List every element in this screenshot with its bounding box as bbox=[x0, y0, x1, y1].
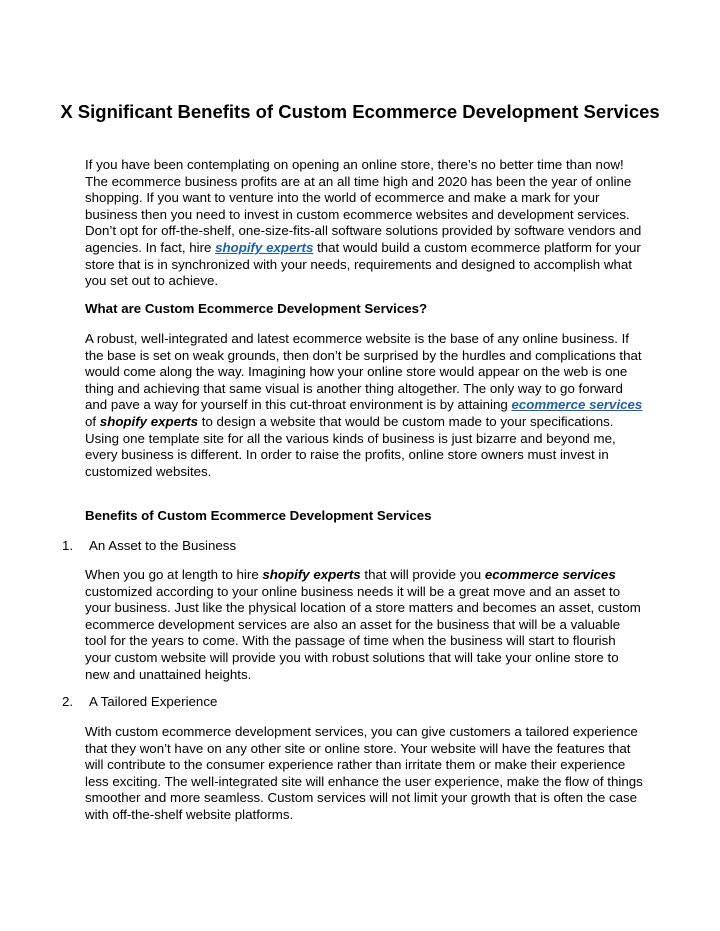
section-heading-what-are: What are Custom Ecommerce Development Services? bbox=[85, 301, 428, 316]
list-number-2: 2. bbox=[62, 694, 74, 709]
body-paragraph-4: With custom ecommerce development services, you can give customers a tailored experience that they won’t have on any other site or online store. Your website will have the features that will contribute to the consumer experience rather than irritate them or make their experience less exciting. The well-integrated site will enhance the user experience, make the flow of things smoother and more seamless. Custom services will not limit your growth that is often the case with off-the-shelf website platforms. bbox=[85, 724, 643, 822]
para2-text-1: A robust, well-integrated and latest ecommerce website is the base of any online business. If the base is set on weak grounds, then don’t be surprised by the hurdles and complications that would come along the way. Imagining how your online store would appear on the web is one thing and achieving that same visual is another thing altogether. The only way to go forward and pave a way for yourself in this cut-throat environment is by attaining bbox=[85, 331, 642, 413]
list-title-1: An Asset to the Business bbox=[89, 538, 237, 553]
document-title: X Significant Benefits of Custom Ecommerce Development Services bbox=[60, 101, 660, 122]
list-number-1: 1. bbox=[62, 538, 74, 553]
section-heading-benefits: Benefits of Custom Ecommerce Development Services bbox=[85, 508, 432, 523]
shopify-experts-link[interactable]: shopify experts bbox=[215, 239, 314, 255]
para3-text-3: customized according to your online business needs it will be a great move and an asset to your business. Just like the physical location of a store matters and becomes an asset, custom ecommerce development services are also an asset for the business that will be a valuable tool for the years to come. With the passage of time when the business will start to flourish your custom website will provide you with robust solutions that will take your online store to new and unattained heights. bbox=[85, 583, 641, 682]
para2-text-3: to design a website that would be custom made to your specifications. Using one template site for all the various kinds of business is just bizarre and beyond me, every business is different. In order to raise the profits, online store owners must invest in customized websites. bbox=[85, 413, 616, 479]
list-item-1 bbox=[62, 538, 236, 555]
list-item-2 bbox=[62, 694, 217, 711]
para3-text-2: that will provide you bbox=[360, 567, 485, 582]
list-title-2: A Tailored Experience bbox=[89, 694, 218, 709]
ecommerce-services-link[interactable]: ecommerce services bbox=[511, 397, 643, 413]
para3-emphasis-2: ecommerce services bbox=[484, 567, 616, 582]
intro-text-2: that would build a custom ecommerce platform for your store that is in synchronized with your needs, requirements and designed to accomplish what you set out to achieve. bbox=[85, 239, 641, 289]
para2-emphasis-1: shopify experts bbox=[99, 413, 199, 429]
body-paragraph-3 bbox=[85, 567, 645, 683]
intro-paragraph bbox=[85, 157, 645, 290]
body-paragraph-2 bbox=[85, 331, 645, 480]
para3-text-1: When you go at length to hire bbox=[85, 567, 263, 582]
intro-text-1: If you have been contemplating on opening an online store, there’s no better time than now! The ecommerce business profits are at an all time high and 2020 has been the year of online shopping. If you want to venture into the world of ecommerce and make a mark for your business then you need to invest in custom ecommerce websites and development services. Don’t opt for off-the-shelf, one-size-fits-all software solutions provided by software vendors and agencies. In fact, hire bbox=[85, 157, 642, 255]
para2-text-2: of bbox=[85, 413, 100, 429]
para3-emphasis-1: shopify experts bbox=[262, 567, 361, 582]
